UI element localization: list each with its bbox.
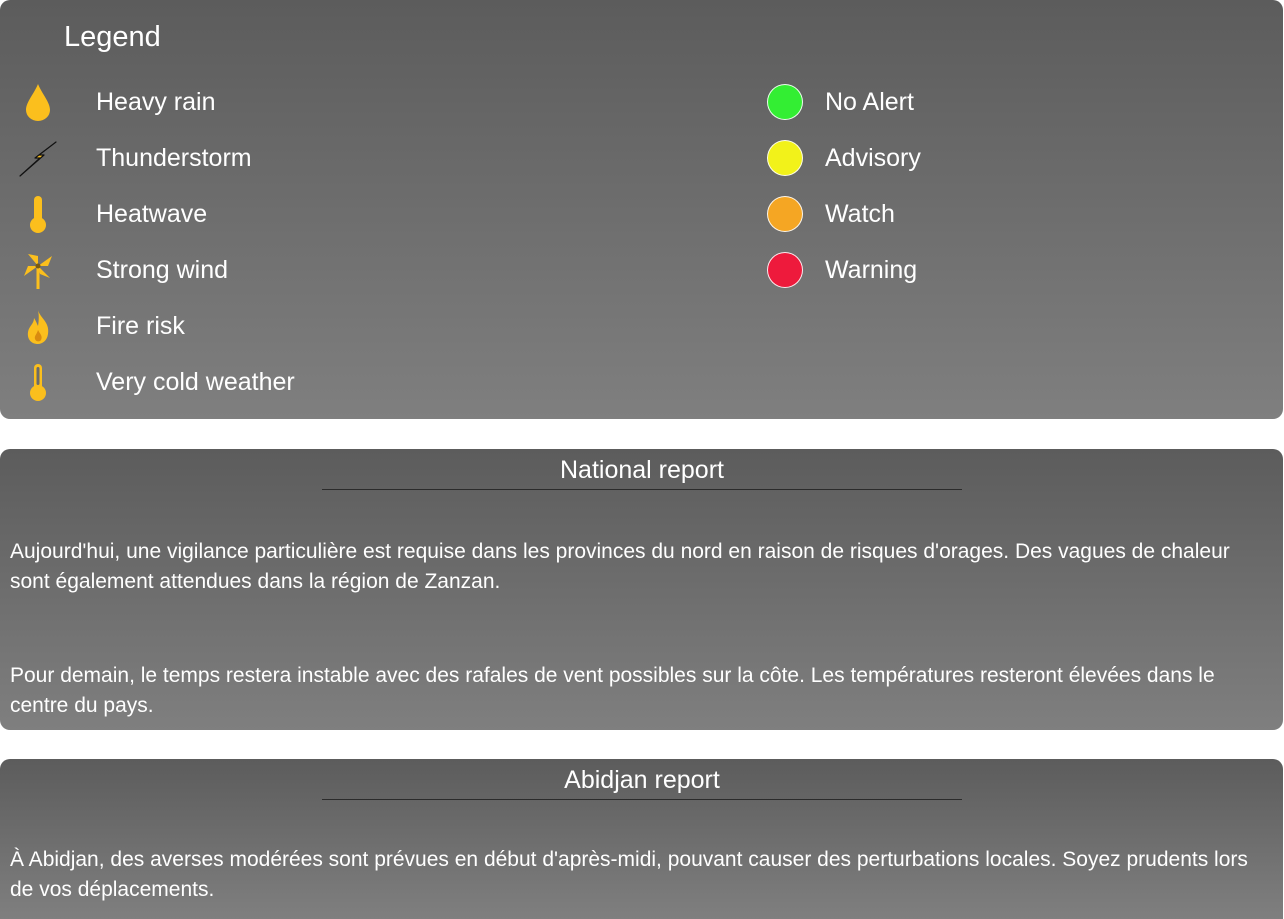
lightning-icon [18, 138, 58, 178]
legend-item-watch [765, 194, 895, 234]
flame-icon [18, 306, 58, 346]
abidjan-report-paragraph: À Abidjan, des averses modérées sont prévues en début d'après-midi, pouvant causer des perturbations locales. Soyez prudents lors de vos déplacements. [10, 848, 1248, 901]
legend-panel [0, 0, 1283, 419]
legend-label: Fire risk [96, 311, 185, 340]
legend-item-no-alert [765, 82, 914, 122]
no-alert-dot [767, 84, 803, 120]
legend-label: Advisory [825, 143, 921, 172]
legend-item-heatwave [18, 194, 207, 234]
legend-label: Very cold weather [96, 367, 295, 396]
watch-dot [767, 196, 803, 232]
thermometer-icon [18, 194, 58, 234]
legend-label: Thunderstorm [96, 143, 252, 172]
legend-item-advisory [765, 138, 921, 178]
legend-label: Warning [825, 255, 918, 284]
legend-label: Heatwave [96, 199, 208, 228]
legend-label: Watch [825, 199, 895, 228]
legend-label: Strong wind [96, 255, 229, 284]
legend-title: Legend [64, 21, 161, 53]
national-report-paragraph: Aujourd'hui, une vigilance particulière est requise dans les provinces du nord en raison de risques d'orages. Des vagues de chaleur sont également attendues dans la région de Zanzan. [10, 540, 1230, 593]
legend-item-warning [765, 250, 917, 290]
warning-dot [767, 252, 803, 288]
legend-item-strong-wind [18, 250, 228, 290]
legend-item-very-cold [18, 362, 295, 402]
cold-thermometer-icon [18, 362, 58, 402]
legend-label: No Alert [825, 87, 914, 116]
national-report-title: National report [322, 455, 962, 490]
pinwheel-icon [18, 250, 58, 290]
advisory-dot [767, 140, 803, 176]
raindrop-icon [18, 82, 58, 122]
legend-label: Heavy rain [96, 87, 216, 116]
abidjan-report-title: Abidjan report [322, 765, 962, 800]
legend-item-fire-risk [18, 306, 185, 346]
national-report-panel [0, 449, 1283, 730]
legend-item-heavy-rain [18, 82, 216, 122]
abidjan-report-panel [0, 759, 1283, 919]
legend-item-thunderstorm [18, 138, 252, 178]
national-report-paragraph: Pour demain, le temps restera instable avec des rafales de vent possibles sur la côte. Les températures resteront élevées dans le centre du pays. [10, 664, 1215, 717]
